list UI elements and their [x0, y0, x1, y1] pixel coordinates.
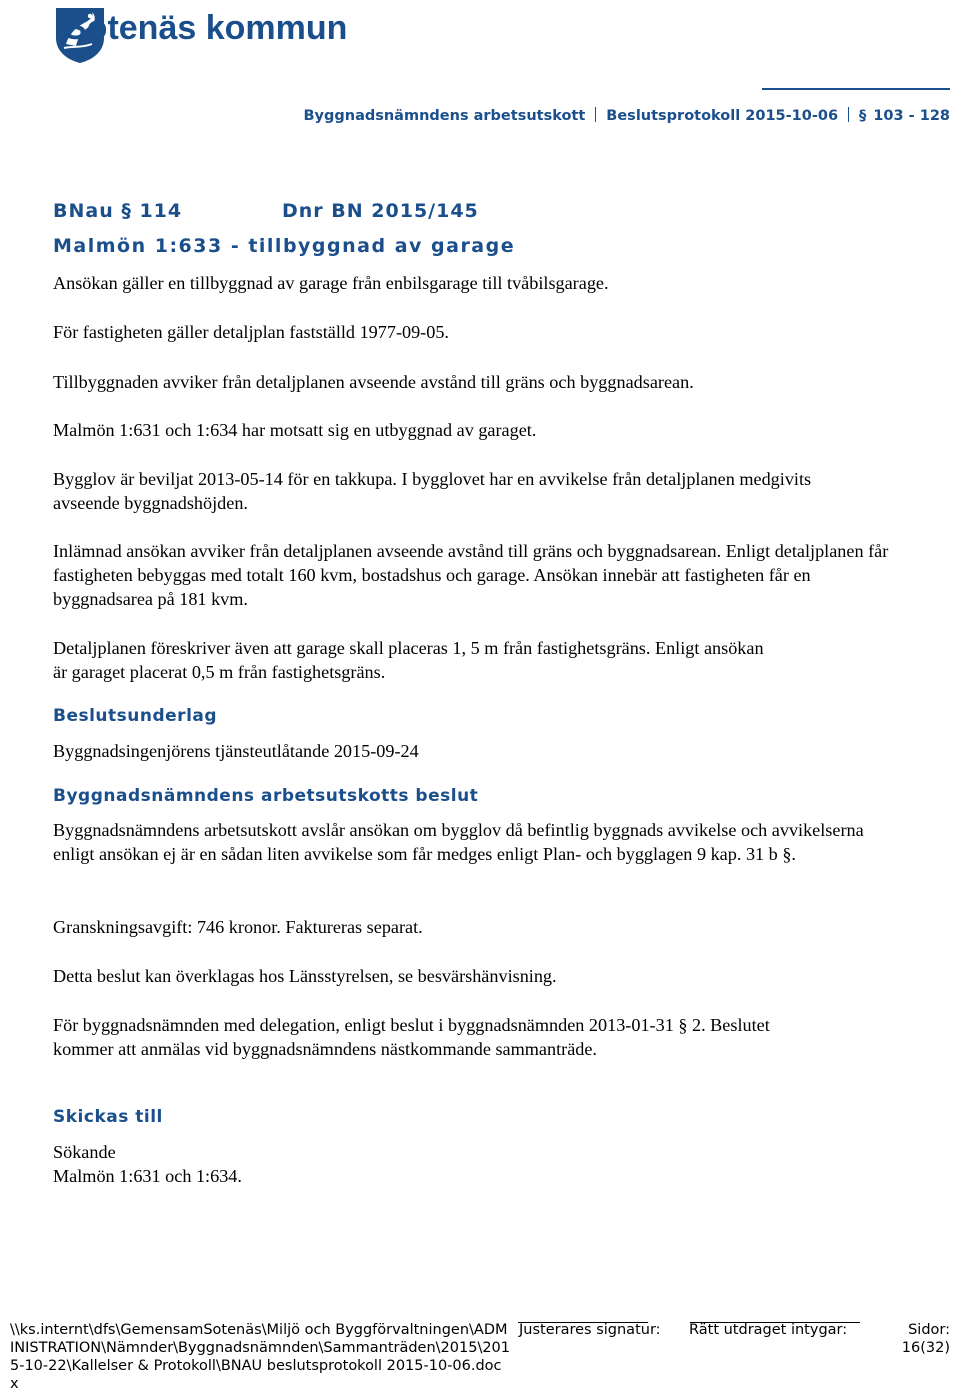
- header-rule: [762, 88, 950, 90]
- paragraph: Detaljplanen föreskriver även att garage skall placeras 1, 5 m från fastighetsgräns. Enligt ansökan är garaget placerat 0,5 m från fastighetsgräns.: [53, 638, 764, 682]
- paragraph-sign: §: [859, 108, 867, 124]
- section-heading-beslut: Byggnadsnämndens arbetsutskotts beslut: [53, 786, 479, 806]
- page-number: 16(32): [901, 1340, 950, 1356]
- paragraph: Detta beslut kan överklagas hos Länsstyrelsen, se besvärshänvisning.: [53, 966, 557, 986]
- meeting-date: 2015-10-06: [745, 108, 839, 124]
- section-heading-beslutsunderlag: Beslutsunderlag: [53, 706, 218, 726]
- recipient: Sökande: [53, 1142, 116, 1162]
- paragraph: Inlämnad ansökan avviker från detaljplanen avseende avstånd till gräns och byggnadsarean. Enligt detaljplanen får fastigheten bebyggas med totalt 160 kvm, bostadshus och garage. Ansökan innebär att fastigheten får en byggnadsarea på 181 kvm.: [53, 541, 889, 609]
- header-divider: [848, 107, 849, 122]
- file-path: \\ks.internt\dfs\GemensamSotenäs\Miljö och Byggförvaltningen\ADMINISTRATION\Nämnder\Byggnadsnämnden\Sammanträden\2015\2015-10-22\Kallelser & Protokoll\BNAU beslutsprotokoll 2015-10-06.docx: [10, 1322, 511, 1392]
- case-title: Malmön 1:633 - tillbyggnad av garage: [53, 235, 516, 257]
- committee-name: Byggnadsnämndens arbetsutskott: [303, 108, 586, 124]
- page-label: Sidor:: [908, 1322, 950, 1338]
- paragraph: För byggnadsnämnden med delegation, enligt beslut i byggnadsnämnden 2013-01-31 § 2. Beslutet kommer att anmälas vid byggnadsnämndens nästkommande sammanträde.: [53, 1015, 770, 1059]
- org-name: Sotenäs kommun: [64, 9, 348, 47]
- header-divider: [595, 107, 596, 122]
- paragraph: För fastigheten gäller detaljplan fastställd 1977-09-05.: [53, 322, 449, 342]
- paragraph-range: 103 - 128: [873, 108, 950, 124]
- paragraph: Byggnadsnämndens arbetsutskott avslår ansökan om bygglov då befintlig byggnads avvikelse och avvikelserna enligt ansökan ej är en sådan liten avvikelse som får medges enligt Plan- och bygglagen 9 kap. 31 b §.: [53, 820, 864, 864]
- document-type: Beslutsprotokoll: [606, 108, 741, 124]
- signature-label: Justerares signatur:: [519, 1322, 661, 1338]
- paragraph: Granskningsavgift: 746 kronor. Faktureras separat.: [53, 917, 423, 937]
- page-info: [902, 1321, 950, 1357]
- recipient: Malmön 1:631 och 1:634.: [53, 1166, 242, 1186]
- case-dnr: Dnr BN 2015/145: [282, 200, 479, 222]
- case-line: [53, 200, 479, 222]
- certified-label: Rätt utdraget intygar:: [689, 1322, 848, 1338]
- case-number: BNau § 114: [53, 200, 183, 222]
- document-header: [303, 107, 950, 124]
- section-heading-skickas-till: Skickas till: [53, 1107, 163, 1127]
- paragraph: Malmön 1:631 och 1:634 har motsatt sig en utbyggnad av garaget.: [53, 420, 537, 440]
- paragraph: Byggnadsingenjörens tjänsteutlåtande 2015-09-24: [53, 741, 419, 761]
- paragraph: Bygglov är beviljat 2013-05-14 för en takkupa. I bygglovet har en avvikelse från detaljplanen medgivits avseende byggnadshöjden.: [53, 469, 812, 513]
- paragraph: Ansökan gäller en tillbyggnad av garage från enbilsgarage till tvåbilsgarage.: [53, 273, 609, 293]
- paragraph: Tillbyggnaden avviker från detaljplanen avseende avstånd till gräns och byggnadsarean.: [53, 372, 694, 392]
